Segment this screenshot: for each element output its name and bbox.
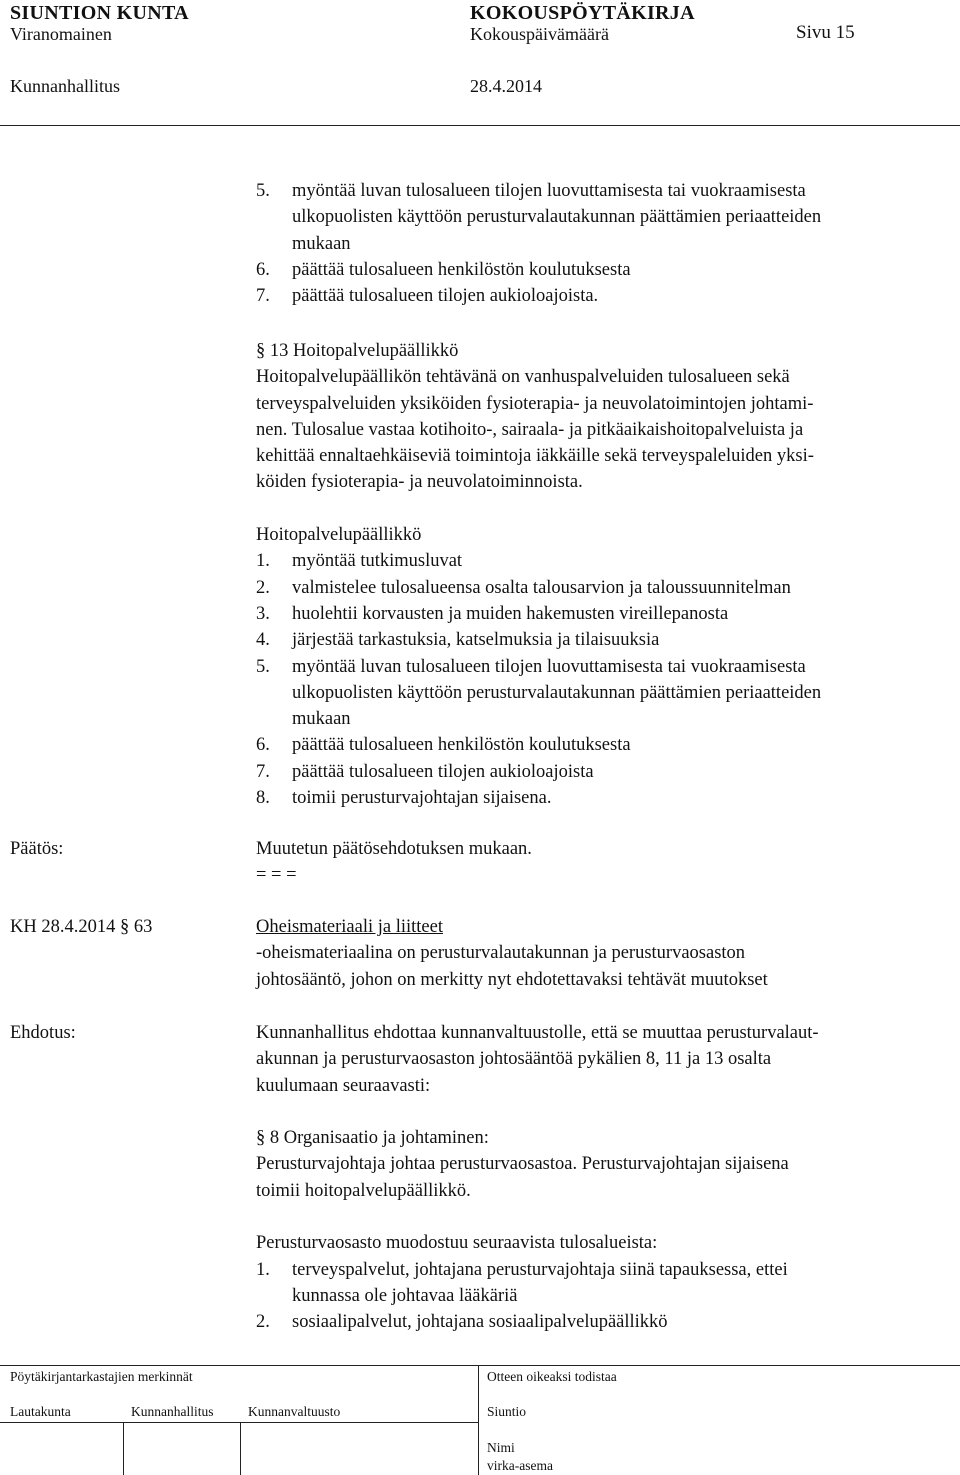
section-13: § 13 Hoitopalvelupäällikkö Hoitopalvelupäällikön tehtävänä on vanhuspalveluiden tulosalueen sekä terveyspalveluiden yksiköiden fysioterapia- ja neuvolatoimintojen johtami- nen. Tulosalue vastaa kotihoito-, sairaala- ja pitkäaikaishoitopalveluista ja kehittää ennaltaehkäiseviä toimintoja iäkkäille sekä terveyspaleluiden yksi- köiden fysioterapia- ja neuvolatoiminnoista. Hoitopalvelupäällikkö 1. myöntää tutkimusluvat 2. valmistelee tulosalueensa osalta talousarvion ja taloussuunnitelman 3. huolehtii korvausten ja muiden hakemusten vireillepanosta 4. järjestää tarkastuksia, katselmuksia ja tilaisuuksia 5. myöntää luvan tulosalueen tilojen luovuttamisesta tai vuokraamisesta ulkopuolisten käyttöön perusturvalautakunnan päättämien periaatteiden mukaan 6. päättää tulosalueen henkilöstön koulutuksesta 7. päättää tulosalueen tilojen aukioloajoista 8. toimii perusturvajohtajan sijaisena. — [256, 338, 956, 811]
footer-cell-divider-1 — [123, 1422, 124, 1475]
list-item: 8. toimii perusturvajohtajan sijaisena. — [256, 788, 552, 809]
list-item: 5. myöntää luvan tulosalueen tilojen luovuttamisesta tai vuokraamisesta — [256, 656, 806, 677]
footer-col-lautakunta: Lautakunta — [10, 1404, 71, 1419]
item-reference: KH 28.4.2014 § 63 — [10, 917, 153, 937]
end-mark: = = = — [256, 865, 297, 886]
decision — [256, 836, 956, 889]
section-heading: § 13 Hoitopalvelupäällikkö — [256, 341, 459, 361]
list-item: 2. valmistelee tulosalueensa osalta talousarvion ja taloussuunnitelman — [256, 577, 791, 598]
footer-position-label: virka-asema — [487, 1458, 553, 1473]
org-name: SIUNTION KUNTA — [10, 2, 189, 24]
meeting-date: 28.4.2014 — [470, 76, 542, 96]
decision-text: Muutetun päätösehdotuksen mukaan. — [256, 839, 532, 859]
list-item: 4. järjestää tarkastuksia, katselmuksia ja tilaisuuksia — [256, 630, 660, 651]
footer-place: Siuntio — [487, 1404, 527, 1419]
footer-top-rule — [0, 1365, 960, 1366]
list-item: 7. päättää tulosalueen tilojen aukioloajoista. — [256, 286, 599, 307]
list-item: 6. päättää tulosalueen henkilöstön koulutuksesta — [256, 259, 631, 280]
list-item: 2. sosiaalipalvelut, johtajana sosiaalipalvelupäällikkö — [256, 1312, 668, 1333]
date-label: Kokouspäivämäärä — [470, 24, 609, 44]
footer-col-kunnanhallitus: Kunnanhallitus — [131, 1404, 214, 1419]
footer-col-kunnanvaltuusto: Kunnanvaltuusto — [248, 1404, 341, 1419]
proposal: Kunnanhallitus ehdottaa kunnanvaltuustolle, että se muuttaa perusturvalaut- akunnan ja perusturvaosaston johtosääntöä pykälien 8, 11 ja 13 osalta kuulumaan seuraavasti: § 8 Organisaatio ja johtaminen: Perusturvajohtaja johtaa perusturvaosastoa. Perusturvajohtajan sijaisena toimii hoitopalvelupäällikkö. Perusturvaosasto muodostuu seuraavista tulosalueista: 1. terveyspalvelut, johtajana perusturvajohtaja siinä tapauksessa, ettei kunnassa ole johtavaa lääkäriä 2. sosiaalipalvelut, johtajana sosiaalipalvelupäällikkö — [256, 1020, 956, 1336]
sub-heading: Hoitopalvelupäällikkö — [256, 525, 422, 546]
list-item: 1. terveyspalvelut, johtajana perusturvajohtaja siinä tapauksessa, ettei — [256, 1259, 788, 1280]
list-item: 6. päättää tulosalueen henkilöstön koulutuksesta — [256, 735, 631, 756]
footer-name-label: Nimi — [487, 1440, 515, 1455]
item-63: Oheismateriaali ja liitteet -oheismateriaalina on perusturvalautakunnan ja perusturvaosaston johtosääntö, johon on merkitty nyt ehdotettavaksi tehtävät muutokset — [256, 914, 956, 993]
list-item: 3. huolehtii korvausten ja muiden hakemusten vireillepanosta — [256, 603, 729, 624]
decision-label: Päätös: — [10, 839, 64, 859]
footer-divider — [478, 1365, 479, 1475]
section-heading: § 8 Organisaatio ja johtaminen: — [256, 1128, 489, 1149]
list-item: 5. myöntää luvan tulosalueen tilojen luovuttamisesta tai vuokraamisesta — [256, 181, 806, 201]
footer-certify-title: Otteen oikeaksi todistaa — [487, 1369, 617, 1384]
footer-reviewers-title: Pöytäkirjantarkastajien merkinnät — [10, 1369, 193, 1384]
item-title: Oheismateriaali ja liitteet — [256, 917, 443, 937]
authority-label: Viranomainen — [10, 24, 112, 44]
authority-name: Kunnanhallitus — [10, 76, 120, 96]
footer-cell-divider-2 — [240, 1422, 241, 1475]
top-list: 5. myöntää luvan tulosalueen tilojen luovuttamisesta tai vuokraamisesta ulkopuolisten käyttöön perusturvalautakunnan päättämien periaatteiden mukaan 6. päättää tulosalueen henkilöstön koulutuksesta 7. päättää tulosalueen tilojen aukioloajoista. — [256, 178, 956, 309]
header-rule — [0, 125, 960, 126]
list-item: 1. myöntää tutkimusluvat — [256, 551, 463, 572]
proposal-label: Ehdotus: — [10, 1023, 76, 1043]
document-type: KOKOUSPÖYTÄKIRJA — [470, 2, 695, 24]
list-item: 7. päättää tulosalueen tilojen aukioloajoista — [256, 761, 594, 782]
page-number: Sivu 15 — [796, 22, 855, 43]
footer-inner-rule — [0, 1422, 478, 1423]
